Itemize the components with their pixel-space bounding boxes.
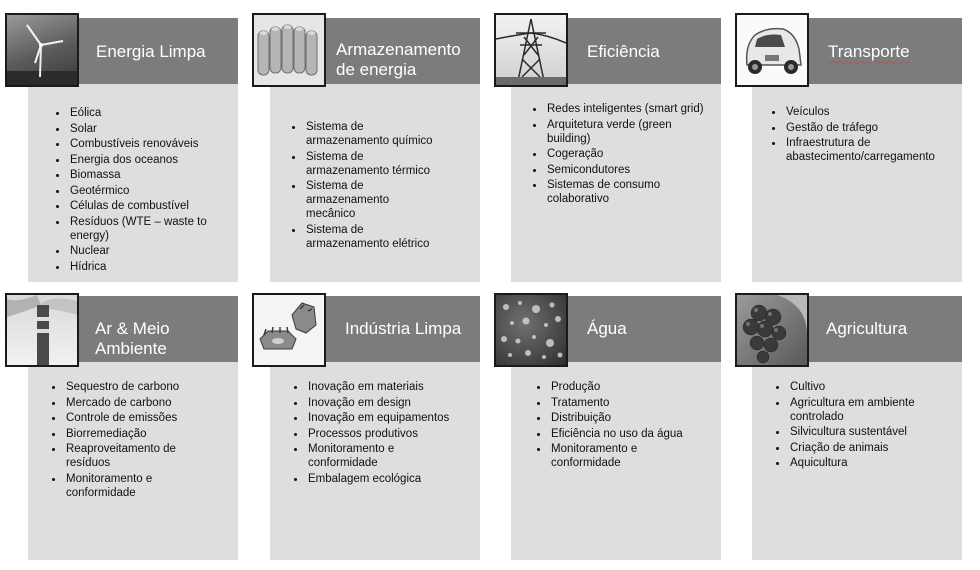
list-item: • Cogeração — [545, 147, 725, 161]
gears-icon — [252, 293, 326, 367]
list-item: • Agricultura em ambiente controlado — [788, 396, 960, 424]
list-item: • Inovação em equipamentos — [306, 411, 498, 425]
list-item: • Células de combustível — [68, 199, 252, 213]
card-title: Energia Limpa — [96, 42, 206, 61]
card-title: Água — [587, 319, 627, 338]
battery-icon — [252, 13, 326, 87]
item-list — [531, 380, 737, 472]
list-item: • Sistemas de consumo colaborativo — [545, 178, 697, 206]
list-item: • Biorremediação — [64, 427, 244, 441]
item-list — [46, 380, 244, 501]
list-item: • Sistema de armazenamento mecânico — [304, 179, 406, 221]
smokestack-icon — [5, 293, 79, 367]
list-item: • Eficiência no uso da água — [549, 427, 737, 441]
list-item: • Biomassa — [68, 168, 252, 182]
list-item: • Sistema de armazenamento químico — [304, 120, 446, 148]
card-title: Eficiência — [587, 42, 660, 61]
item-list — [766, 105, 976, 166]
list-item: • Produção — [549, 380, 737, 394]
list-item: • Mercado de carbono — [64, 396, 244, 410]
list-item: • Monitoramento e conformidade — [306, 442, 448, 470]
card-title: Transporte — [828, 42, 910, 61]
power-pylon-icon — [494, 13, 568, 87]
card-title: Indústria Limpa — [345, 319, 462, 338]
list-item: • Silvicultura sustentável — [788, 425, 978, 439]
list-item: • Resíduos (WTE – waste to energy) — [68, 215, 220, 243]
item-list — [286, 120, 478, 252]
list-item: • Cultivo — [788, 380, 978, 394]
list-item: • Processos produtivos — [306, 427, 498, 441]
list-item: • Infraestrutura de abastecimento/carregamento — [784, 136, 964, 164]
list-item: • Tratamento — [549, 396, 737, 410]
list-item: • Distribuição — [549, 411, 737, 425]
list-item: • Nuclear — [68, 244, 252, 258]
list-item: • Gestão de tráfego — [784, 121, 976, 135]
card-title: Agricultura — [826, 319, 908, 338]
electric-car-icon — [735, 13, 809, 87]
list-item: • Sistema de armazenamento térmico — [304, 150, 446, 178]
list-item: • Solar — [68, 122, 252, 136]
item-list — [770, 380, 978, 472]
list-item: • Semicondutores — [545, 163, 725, 177]
list-item: • Geotérmico — [68, 184, 252, 198]
list-item: • Veículos — [784, 105, 976, 119]
item-list — [50, 106, 252, 275]
item-list — [288, 380, 498, 487]
list-item: • Criação de animais — [788, 441, 978, 455]
list-item: • Sequestro de carbono — [64, 380, 244, 394]
grapes-icon — [735, 293, 809, 367]
list-item: • Hídrica — [68, 260, 252, 274]
list-item: • Monitoramento e conformidade — [549, 442, 681, 470]
list-item: • Inovação em materiais — [306, 380, 498, 394]
list-item: • Redes inteligentes (smart grid) — [545, 102, 707, 116]
list-item: • Combustíveis renováveis — [68, 137, 252, 151]
list-item: • Embalagem ecológica — [306, 472, 498, 486]
list-item: • Inovação em design — [306, 396, 498, 410]
wind-turbine-icon — [5, 13, 79, 87]
card-title: Ar & Meio Ambiente — [95, 319, 170, 358]
item-list — [527, 102, 725, 208]
list-item: • Aquicultura — [788, 456, 978, 470]
list-item: • Sistema de armazenamento elétrico — [304, 223, 446, 251]
water-drops-icon — [494, 293, 568, 367]
list-item: • Energia dos oceanos — [68, 153, 252, 167]
card-title: Armazenamento de energia — [336, 40, 461, 79]
list-item: • Arquitetura verde (green building) — [545, 118, 697, 146]
list-item: • Controle de emissões — [64, 411, 244, 425]
list-item: • Reaproveitamento de resíduos — [64, 442, 216, 470]
list-item: • Monitoramento e conformidade — [64, 472, 196, 500]
list-item: • Eólica — [68, 106, 252, 120]
